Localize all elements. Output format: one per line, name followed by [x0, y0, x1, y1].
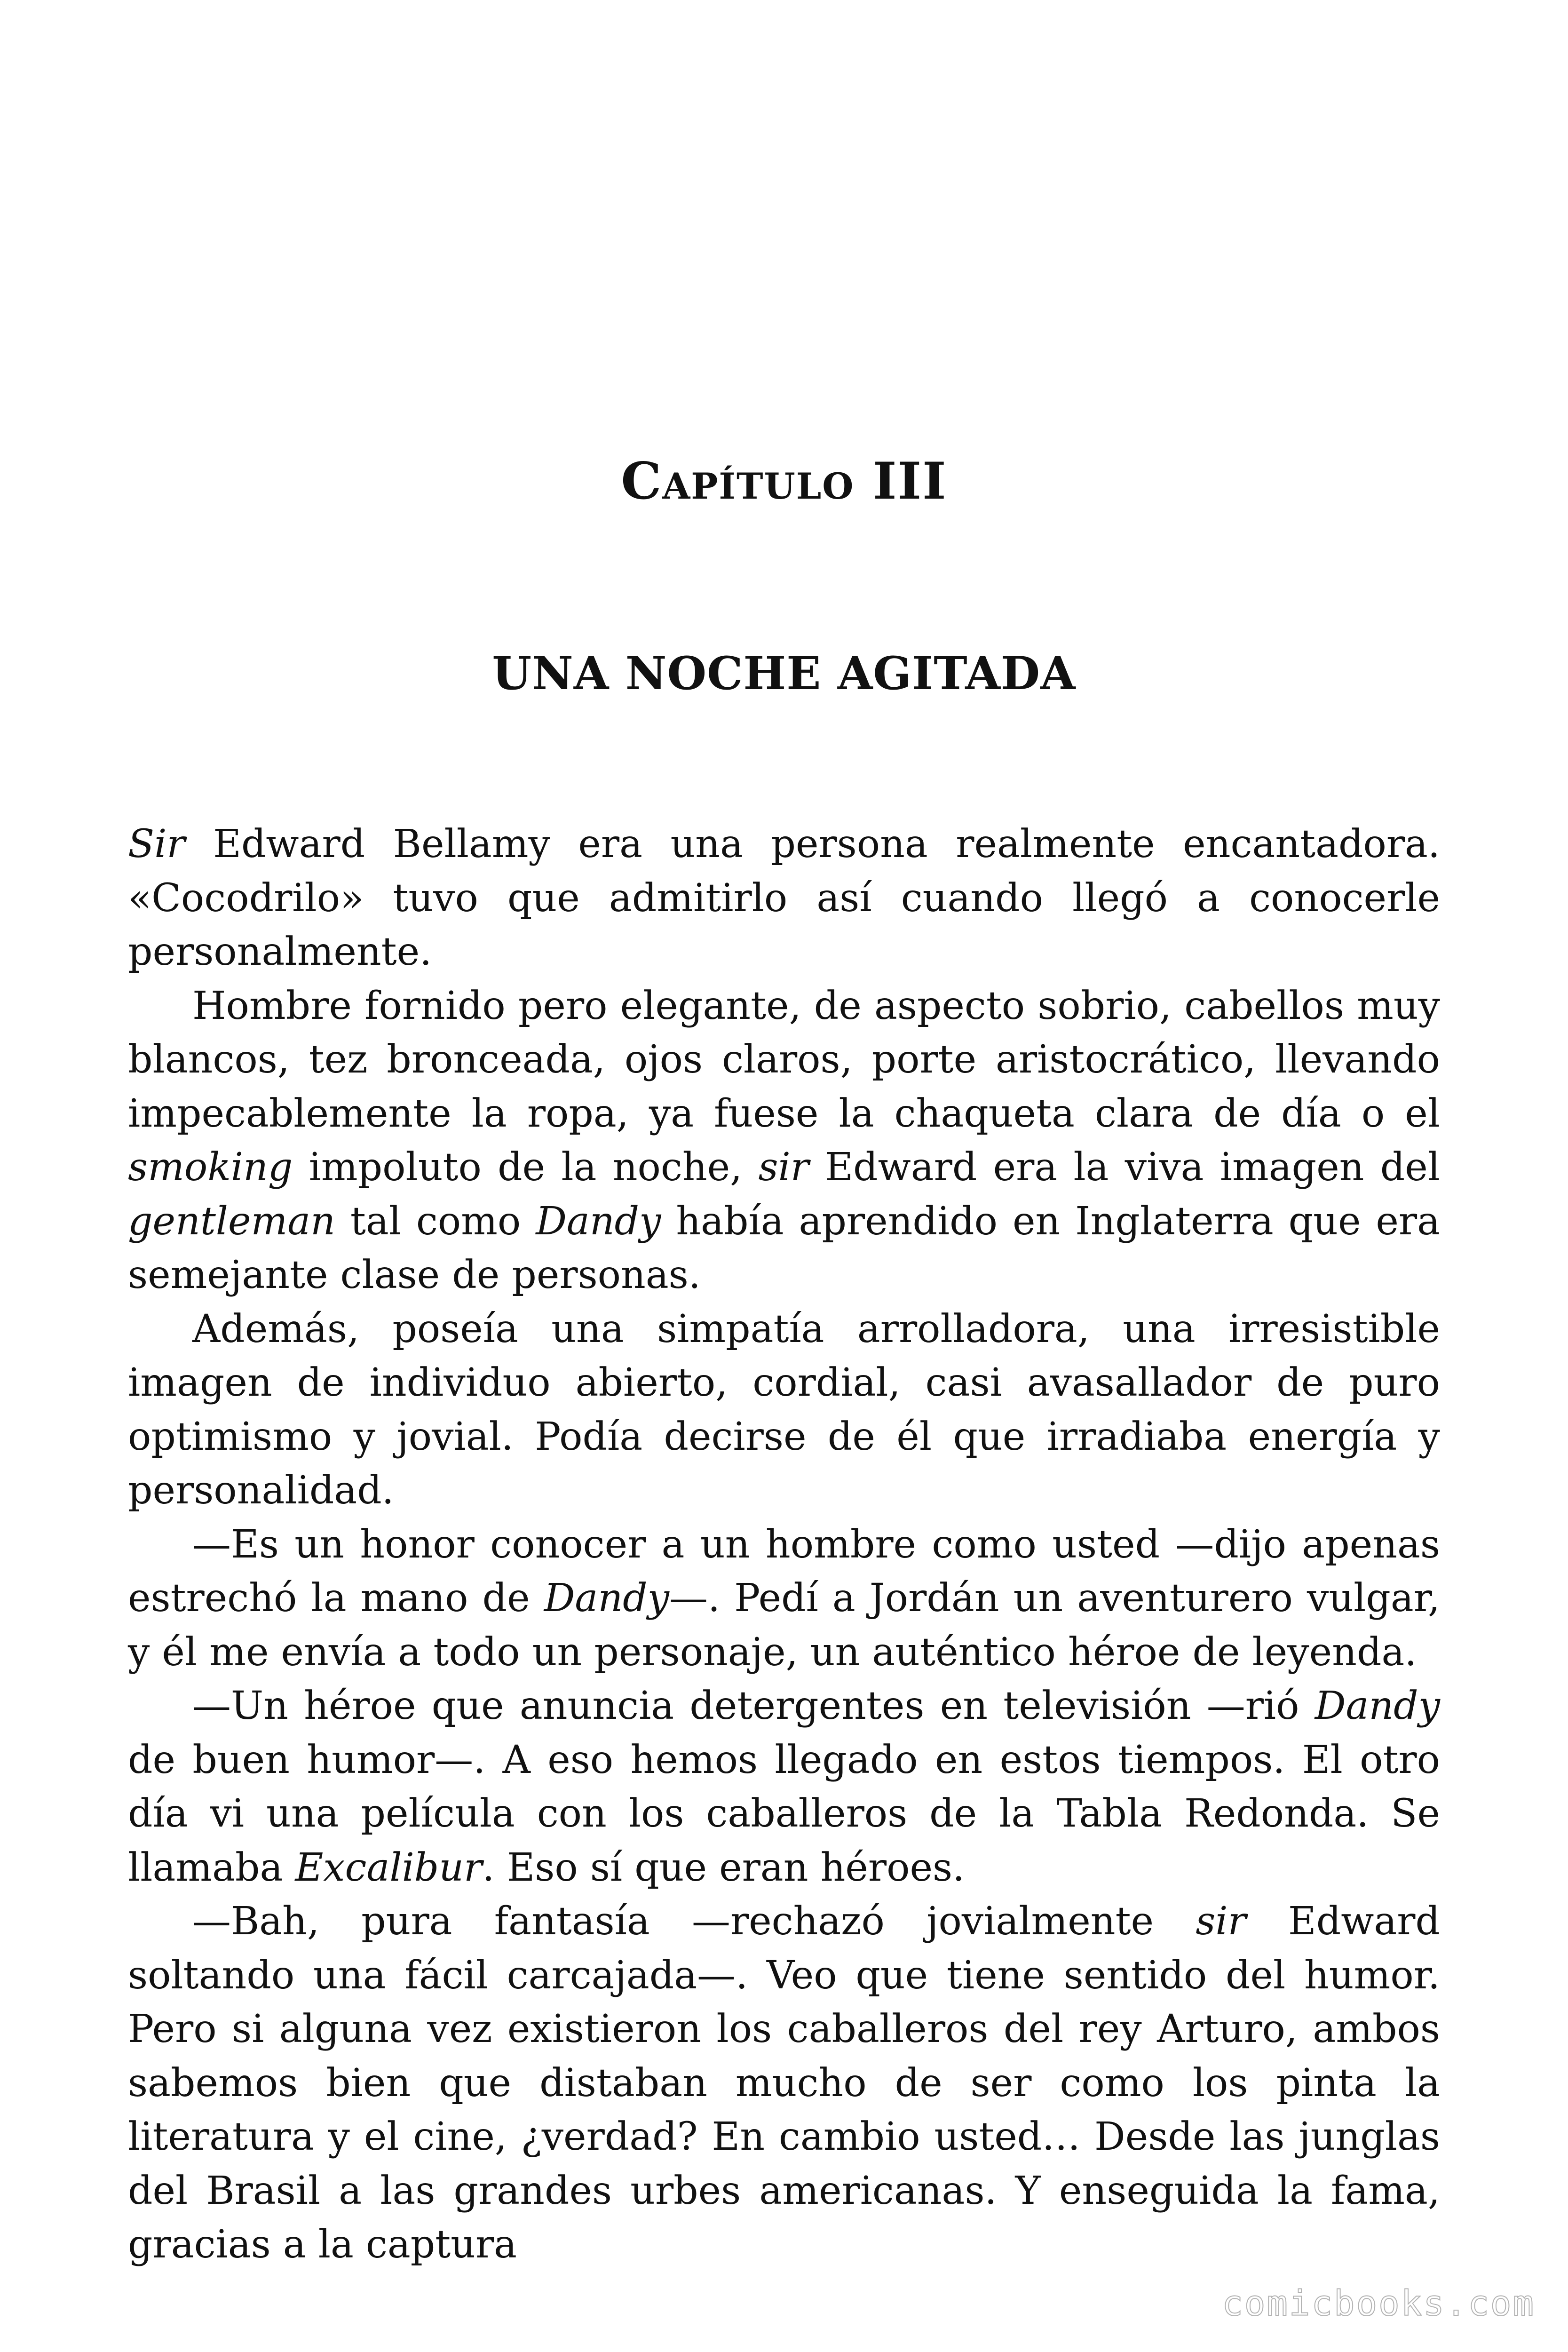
watermark: comicbooks.com — [1222, 2283, 1535, 2324]
paragraph-text: —Bah, pura fantasía —rechazó jovialmente — [192, 1899, 1196, 1944]
paragraph-text-italic: Dandy — [544, 1576, 669, 1621]
paragraph — [128, 1303, 1440, 1518]
paragraph-text-italic: Excalibur — [295, 1845, 483, 1890]
paragraph-text-italic: Sir — [128, 822, 185, 866]
paragraph-text: Edward soltando una fácil carcajada—. Veo que tiene sentido del humor. Pero si alguna vez existieron los caballeros del rey Arturo, ambos sabemos bien que distaban mucho de ser como los pinta la literatura y el cine, ¿verdad? En cambio usted… Desde las junglas del Brasil a las grandes urbes americanas. Y enseguida la fama, gracias a la captura — [128, 1899, 1440, 2267]
paragraph-text-italic: Dandy — [1315, 1684, 1440, 1728]
paragraph — [128, 979, 1440, 1303]
paragraph-text-italic: sir — [1196, 1899, 1246, 1944]
paragraph-text-italic: Dandy — [536, 1199, 661, 1244]
paragraph-text: Edward era la viva imagen del — [808, 1145, 1440, 1190]
paragraph-text: tal como — [335, 1199, 536, 1244]
paragraph-text: —. Pedí a Jordán un aventurero vulgar, y él me envía a todo un personaje, un auténtico héroe de leyenda. — [128, 1576, 1441, 1675]
paragraph-text-italic: gentleman — [128, 1199, 335, 1244]
paragraph — [128, 1895, 1440, 2272]
paragraph-text: —Es un honor conocer a un hombre como usted —dijo apenas estrechó la mano de — [128, 1522, 1440, 1621]
paragraph-text: —Un héroe que anuncia detergentes en televisión —rió — [192, 1684, 1315, 1728]
paragraph-text: había aprendido en Inglaterra que era semejante clase de personas. — [128, 1199, 1440, 1297]
body-text — [128, 818, 1440, 2272]
paragraph-text: Además, poseía una simpatía arrolladora, una irresistible imagen de individuo abierto, cordial, casi avasallador de puro optimismo y jovial. Podía decirse de él que irradiaba energía y personalidad. — [128, 1306, 1440, 1513]
paragraph — [128, 1518, 1440, 1680]
paragraph-text: Hombre fornido pero elegante, de aspecto sobrio, cabellos muy blancos, tez bronceada, ojos claros, porte aristocrático, llevando impecablemente la ropa, ya fuese la chaqueta clara de día o el — [128, 983, 1440, 1136]
chapter-label: Capítulo III — [621, 452, 947, 511]
paragraph-text-italic: smoking — [128, 1145, 293, 1190]
paragraph-text: impoluto de la noche, — [293, 1145, 759, 1190]
paragraph-text-italic: sir — [758, 1145, 809, 1190]
paragraph — [128, 1679, 1440, 1895]
chapter-title: UNA NOCHE AGITADA — [492, 647, 1076, 700]
paragraph-text: de buen humor—. A eso hemos llegado en estos tiempos. El otro día vi una película con los caballeros de la Tabla Redonda. Se llamaba — [128, 1737, 1440, 1890]
paragraph — [128, 818, 1440, 979]
paragraph-text: . Eso sí que eran héroes. — [482, 1845, 965, 1890]
paragraph-text: Edward Bellamy era una persona realmente encantadora. «Cocodrilo» tuvo que admitirlo así cuando llegó a conocerle personalmente. — [128, 822, 1440, 974]
